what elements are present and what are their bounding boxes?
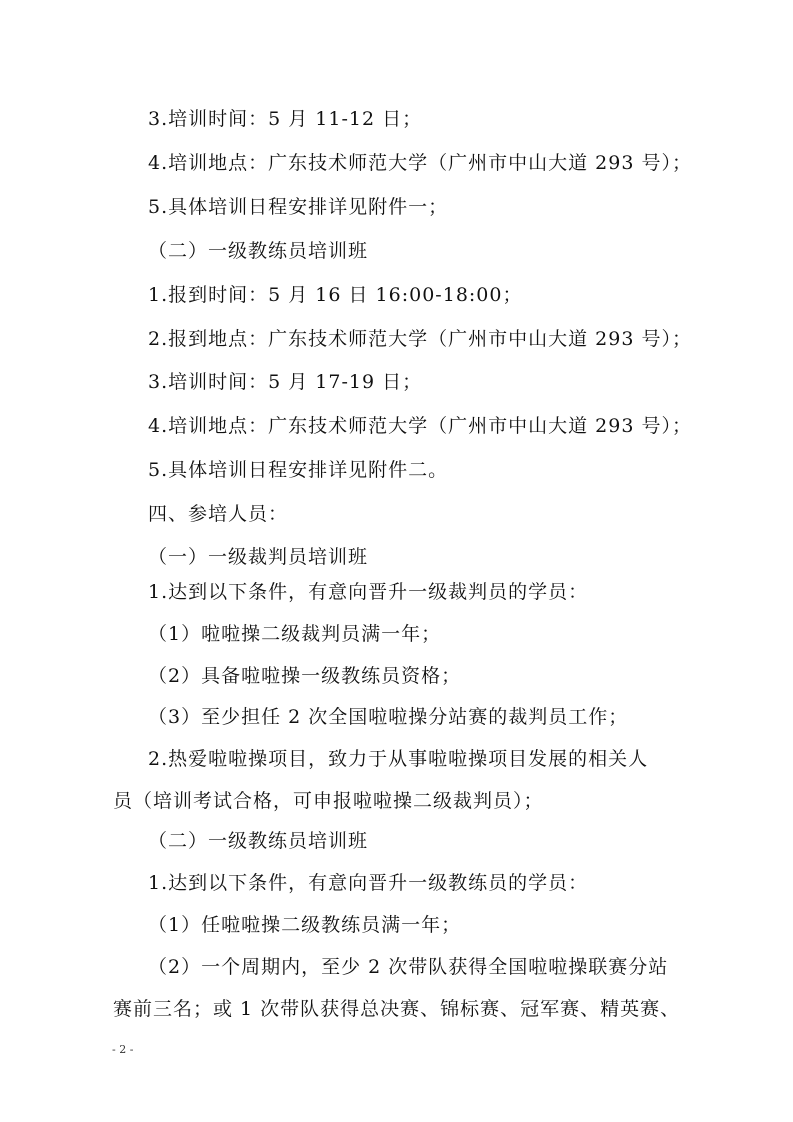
section-heading: （一）一级裁判员培训班: [148, 546, 369, 568]
text-line: 5.具体培训日程安排详见附件二。: [148, 459, 449, 481]
text-line: 1.达到以下条件，有意向晋升一级裁判员的学员：: [148, 581, 589, 603]
section-heading: （二）一级教练员培训班: [148, 240, 369, 262]
text-line: （1）啦啦操二级裁判员满一年；: [148, 623, 442, 645]
section-heading: 四、参培人员：: [148, 503, 289, 525]
text-line: 5.具体培训日程安排详见附件一；: [148, 196, 449, 218]
text-line: 2.报到地点：广东技术师范大学（广州市中山大道 293 号）；: [148, 328, 692, 350]
text-line: 4.培训地点：广东技术师范大学（广州市中山大道 293 号）；: [148, 152, 692, 174]
text-line: （2）具备啦啦操一级教练员资格；: [148, 665, 462, 687]
text-line-continuation: 赛前三名；或 1 次带队获得总决赛、锦标赛、冠军赛、精英赛、: [113, 998, 681, 1020]
text-line: 4.培训地点：广东技术师范大学（广州市中山大道 293 号）；: [148, 415, 692, 437]
page-number: - 2 -: [112, 1043, 134, 1056]
text-line: （3）至少担任 2 次全国啦啦操分站赛的裁判员工作；: [148, 706, 629, 728]
text-line: （2）一个周期内，至少 2 次带队获得全国啦啦操联赛分站: [148, 956, 669, 978]
text-line-continuation: 员（培训考试合格，可申报啦啦操二级裁判员）；: [113, 790, 544, 812]
text-line: 1.报到时间：5 月 16 日 16:00-18:00；: [148, 284, 523, 306]
text-line: （1）任啦啦操二级教练员满一年；: [148, 914, 462, 936]
text-line: 3.培训时间：5 月 11-12 日；: [148, 108, 423, 130]
text-line: 2.热爱啦啦操项目，致力于从事啦啦操项目发展的相关人: [148, 748, 649, 770]
text-line: 3.培训时间：5 月 17-19 日；: [148, 371, 423, 393]
text-line: 1.达到以下条件，有意向晋升一级教练员的学员：: [148, 872, 589, 894]
section-heading: （二）一级教练员培训班: [148, 830, 369, 852]
